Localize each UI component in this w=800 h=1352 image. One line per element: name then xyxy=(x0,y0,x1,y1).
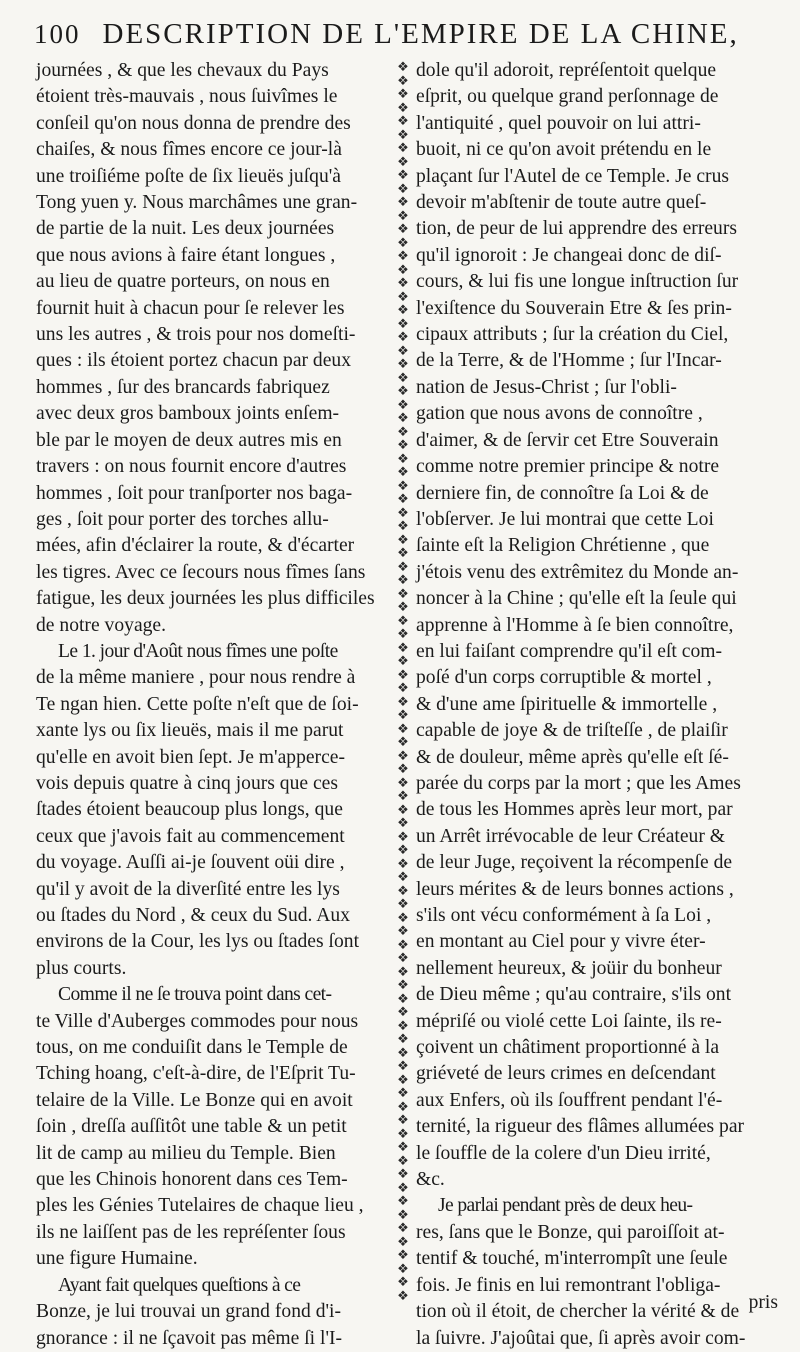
divider-ornament: ❖ xyxy=(397,774,409,790)
text-line: de notre voyage. xyxy=(36,614,167,636)
text-line: tous, on me conduiſit dans le Temple de xyxy=(36,1037,348,1059)
text-line: les tigres. Avec ce ſecours nous fîmes ſans xyxy=(36,561,366,583)
divider-ornament: ❖ xyxy=(397,234,409,250)
divider-ornament: ❖ xyxy=(397,99,409,115)
divider-ornament: ❖ xyxy=(397,1247,409,1262)
divider-ornament: ❖ xyxy=(397,1139,409,1154)
divider-ornament: ❖ xyxy=(397,882,409,898)
text-line: de tous les Hommes après leur mort, par xyxy=(416,799,733,821)
text-line: griéveté de leurs crimes en deſcendant xyxy=(416,1063,716,1085)
divider-ornament: ❖ xyxy=(397,72,409,88)
divider-ornament: ❖ xyxy=(397,1152,409,1168)
text-line: avec deux gros bamboux joints enſem- xyxy=(36,403,340,425)
text-line: Le 1. jour d'Août nous fîmes une poſte xyxy=(58,640,338,662)
text-line: çoivent un châtiment proportionné à la xyxy=(416,1037,720,1059)
divider-ornament: ❖ xyxy=(397,356,409,371)
text-line: hommes , ſur des brancards fabriquez xyxy=(36,376,330,398)
text-line: hommes , ſoit pour tranſporter nos baga- xyxy=(36,482,353,504)
divider-ornament: ❖ xyxy=(397,167,409,182)
divider-ornament: ❖ xyxy=(397,707,409,722)
divider-ornament: ❖ xyxy=(397,464,409,479)
ornamental-column-divider xyxy=(394,60,412,1300)
divider-ornament: ❖ xyxy=(397,977,409,992)
text-line: de la même maniere , pour nous rendre à xyxy=(36,667,356,689)
text-line: & d'une ame ſpirituelle & immortelle , xyxy=(416,693,718,715)
divider-ornament: ❖ xyxy=(397,153,409,169)
divider-ornament: ❖ xyxy=(397,1233,409,1249)
divider-ornament: ❖ xyxy=(397,207,409,223)
text-line: Je parlai pendant près de deux heu- xyxy=(438,1195,693,1217)
text-line: tentif & touché, m'interrompît une ſeule xyxy=(416,1248,728,1270)
divider-ornament: ❖ xyxy=(397,936,409,952)
text-line: journées , & que les chevaux du Pays xyxy=(36,60,329,81)
text-line: telaire de la Ville. Le Bonze qui en avoit xyxy=(36,1089,353,1111)
text-line: qu'il ignoroit : Je changeai donc de diſ- xyxy=(416,244,722,266)
divider-ornament: ❖ xyxy=(397,1179,409,1195)
left-column xyxy=(36,58,389,1352)
divider-ornament: ❖ xyxy=(397,869,409,884)
text-line: aux Enfers, où ils ſouffrent pendant l'é- xyxy=(416,1089,723,1111)
divider-ornament: ❖ xyxy=(397,437,409,452)
text-line: ceux que j'avois fait au commencement xyxy=(36,825,345,847)
divider-ornament: ❖ xyxy=(397,504,409,520)
divider-ornament: ❖ xyxy=(397,1274,409,1289)
text-line: l'obſerver. Je lui montrai que cette Loi xyxy=(416,508,714,530)
text-line: leurs mérites & de leurs bonnes actions , xyxy=(416,878,734,900)
text-line: travers : on nous fournit encore d'autres xyxy=(36,456,347,478)
running-title: DESCRIPTION DE L'EMPIRE DE LA CHINE, xyxy=(102,18,739,50)
divider-ornament: ❖ xyxy=(397,896,409,911)
divider-ornament: ❖ xyxy=(397,1071,409,1087)
divider-ornament: ❖ xyxy=(397,720,409,736)
text-line: vois depuis quatre à cinq jours que ces xyxy=(36,772,338,794)
text-line: le ſouffle de la colere d'un Dieu irrité, xyxy=(416,1142,711,1164)
divider-ornament: ❖ xyxy=(397,828,409,844)
divider-ornament: ❖ xyxy=(397,815,409,830)
text-line: fatigue, les deux journées les plus difficiles xyxy=(36,588,375,610)
text-line: en montant au Ciel pour y vivre éter- xyxy=(416,931,706,953)
text-line: fournit huit à chacun pour ſe relever les xyxy=(36,297,345,319)
text-line: xante lys ou ſix lieuës, mais il me parut xyxy=(36,720,344,742)
text-line: de partie de la nuit. Les deux journées xyxy=(36,218,335,240)
text-line: Comme il ne ſe trouva point dans cet- xyxy=(58,984,332,1006)
divider-ornament: ❖ xyxy=(397,1044,409,1060)
divider-ornament: ❖ xyxy=(397,180,409,196)
divider-ornament: ❖ xyxy=(397,60,409,74)
text-line: ou ſtades du Nord , & ceux du Sud. Aux xyxy=(36,905,351,926)
text-line: apprenne à l'Homme à ſe bien connoître, xyxy=(416,614,734,636)
text-line: gation que nous avons de connoître , xyxy=(416,403,703,425)
text-line: qu'elle en avoit bien ſept. Je m'apperce- xyxy=(36,746,346,768)
text-line: te Ville d'Auberges commodes pour nous xyxy=(36,1010,359,1032)
divider-ornament: ❖ xyxy=(397,1112,409,1127)
divider-ornament: ❖ xyxy=(397,221,409,236)
text-line: ſoin , dreſſa auſſitôt une table & un petit xyxy=(36,1116,347,1138)
divider-ornament: ❖ xyxy=(397,369,409,385)
text-line: gnorance : il ne ſçavoit pas même ſi l'I- xyxy=(36,1327,343,1349)
text-line: au lieu de quatre porteurs, on nous en xyxy=(36,271,330,293)
text-line: mées, afin d'éclairer la route, & d'écarter xyxy=(36,535,355,557)
divider-ornament: ❖ xyxy=(397,1260,409,1276)
text-line: étoient très-mauvais , nous ſuivîmes le xyxy=(36,86,338,108)
text-line: d'aimer, & de ſervir cet Etre Souverain xyxy=(416,429,719,451)
divider-ornament: ❖ xyxy=(397,1125,409,1141)
divider-ornament: ❖ xyxy=(397,140,409,155)
divider-ornament: ❖ xyxy=(397,410,409,425)
text-line: plus courts. xyxy=(36,957,127,979)
text-line: une figure Humaine. xyxy=(36,1248,198,1270)
divider-ornament: ❖ xyxy=(397,788,409,803)
divider-ornament: ❖ xyxy=(397,842,409,857)
text-line: Tching hoang, c'eſt-à-dire, de l'Eſprit Tu- xyxy=(36,1063,356,1085)
divider-ornament: ❖ xyxy=(397,1220,409,1235)
text-line: chaiſes, & nous fîmes encore ce jour-là xyxy=(36,139,342,161)
divider-ornament: ❖ xyxy=(397,1206,409,1222)
text-line: ternité, la rigueur des flâmes allumées par xyxy=(416,1116,745,1138)
text-line: mépriſé ou violé cette Loi ſainte, ils re- xyxy=(416,1010,722,1032)
right-column xyxy=(416,58,768,1352)
divider-ornament: ❖ xyxy=(397,558,409,574)
divider-ornament: ❖ xyxy=(397,990,409,1006)
divider-ornament: ❖ xyxy=(397,693,409,709)
text-line: s'ils ont vécu conformément à ſa Loi , xyxy=(416,905,712,926)
divider-ornament: ❖ xyxy=(397,113,409,128)
text-line: la ſuivre. J'ajoûtai que, ſi après avoir com- xyxy=(416,1327,746,1349)
text-line: en lui faiſant comprendre qu'il eſt com- xyxy=(416,640,723,662)
text-line: eſprit, ou quelque grand perſonnage de xyxy=(416,86,719,108)
divider-ornament: ❖ xyxy=(397,261,409,277)
text-line: nellement heureux, & joüir du bonheur xyxy=(416,957,722,979)
divider-ornament: ❖ xyxy=(397,302,409,317)
text-line: Tong yuen y. Nous marchâmes une gran- xyxy=(36,192,358,214)
divider-ornament: ❖ xyxy=(397,923,409,938)
text-line: une troiſiéme poſte de ſix lieuës juſqu'à xyxy=(36,165,341,187)
text-line: tion, de peur de lui apprendre des erreurs xyxy=(416,218,737,240)
text-line: Te ngan hien. Cette poſte n'eſt que de ſoi- xyxy=(36,693,359,715)
divider-ornament: ❖ xyxy=(397,194,409,209)
divider-ornament: ❖ xyxy=(397,275,409,290)
text-line: ſainte eſt la Religion Chrétienne , que xyxy=(416,535,710,557)
text-line: Bonze, je lui trouvai un grand fond d'i- xyxy=(36,1301,341,1323)
divider-ornament: ❖ xyxy=(397,761,409,776)
divider-ornament: ❖ xyxy=(397,477,409,493)
text-line: environs de la Cour, les lys ou ſtades ſont xyxy=(36,931,360,953)
divider-ornament: ❖ xyxy=(397,1004,409,1019)
text-line: dole qu'il adoroit, repréſentoit quelque xyxy=(416,60,717,81)
text-line: l'antiquité , quel pouvoir on lui attri- xyxy=(416,112,701,134)
text-line: ble par le moyen de deux autres mis en xyxy=(36,429,342,451)
text-line: plaçant ſur l'Autel de ce Temple. Je crus xyxy=(416,165,730,187)
text-line: derniere fin, de connoître ſa Loi & de xyxy=(416,482,709,504)
text-line: conſeil qu'on nous donna de prendre des xyxy=(36,112,351,134)
divider-ornament: ❖ xyxy=(397,734,409,749)
divider-ornament: ❖ xyxy=(397,612,409,628)
text-line: devoir m'abſtenir de toute autre queſ- xyxy=(416,192,707,214)
text-line: fois. Je finis en lui remontrant l'obliga- xyxy=(416,1274,721,1296)
text-line: un Arrêt irrévocable de leur Créateur & xyxy=(416,825,726,847)
divider-ornament: ❖ xyxy=(397,950,409,965)
divider-ornament: ❖ xyxy=(397,680,409,695)
divider-ornament: ❖ xyxy=(397,383,409,398)
divider-ornament: ❖ xyxy=(397,329,409,344)
divider-ornament: ❖ xyxy=(397,1166,409,1181)
divider-ornament: ❖ xyxy=(397,1098,409,1114)
text-line: que nous avions à faire étant longues , xyxy=(36,244,336,266)
divider-ornament: ❖ xyxy=(397,653,409,668)
text-line: Ayant fait quelques queſtions à ce xyxy=(58,1274,301,1296)
divider-ornament: ❖ xyxy=(397,1193,409,1208)
divider-ornament: ❖ xyxy=(397,288,409,304)
divider-ornament: ❖ xyxy=(397,423,409,439)
divider-ornament: ❖ xyxy=(397,585,409,601)
divider-ornament: ❖ xyxy=(397,626,409,641)
text-line: ils ne laiſſent pas de les repréſenter ſous xyxy=(36,1221,346,1243)
text-line: qu'il y avoit de la diverſité entre les lys xyxy=(36,878,340,900)
divider-ornament: ❖ xyxy=(397,801,409,817)
text-line: j'étois venu des extrêmitez du Monde an- xyxy=(416,561,739,583)
text-line: uns les autres , & trois pour nos domeſti- xyxy=(36,324,356,346)
divider-ornament: ❖ xyxy=(397,666,409,682)
text-line: de Dieu même ; qu'au contraire, s'ils ont xyxy=(416,984,732,1006)
text-line: du voyage. Auſſi ai-je ſouvent oüi dire , xyxy=(36,852,345,874)
text-line: ples les Génies Tutelaires de chaque lieu , xyxy=(36,1195,364,1217)
divider-ornament: ❖ xyxy=(397,909,409,925)
text-line: buoit, ni ce qu'on avoit prétendu en le xyxy=(416,139,712,161)
divider-ornament: ❖ xyxy=(397,855,409,871)
divider-ornament: ❖ xyxy=(397,1058,409,1073)
text-line: parée du corps par la mort ; que les Ames xyxy=(416,772,741,794)
divider-ornament: ❖ xyxy=(397,450,409,466)
divider-ornament: ❖ xyxy=(397,342,409,358)
text-line: & de douleur, même après qu'elle eſt ſé- xyxy=(416,746,729,768)
divider-ornament: ❖ xyxy=(397,639,409,655)
divider-ornament: ❖ xyxy=(397,545,409,560)
divider-ornament: ❖ xyxy=(397,531,409,547)
text-line: tion où il étoit, de chercher la vérité & de xyxy=(416,1301,740,1323)
text-line: capable de joye & de triſteſſe , de plaiſir xyxy=(416,720,728,742)
text-line: lit de camp au milieu du Temple. Bien xyxy=(36,1142,336,1164)
text-line: comme notre premier principe & notre xyxy=(416,456,720,478)
divider-ornament: ❖ xyxy=(397,1017,409,1033)
divider-ornament: ❖ xyxy=(397,963,409,979)
divider-ornament: ❖ xyxy=(397,518,409,533)
divider-ornament: ❖ xyxy=(397,1085,409,1100)
divider-ornament: ❖ xyxy=(397,86,409,101)
text-line: l'exiſtence du Souverain Etre & ſes prin- xyxy=(416,297,732,319)
text-line: de leur Juge, reçoivent la récompenſe de xyxy=(416,852,733,874)
text-line: ſtades étoient beaucoup plus longs, que xyxy=(36,799,343,821)
divider-ornament: ❖ xyxy=(397,747,409,763)
text-line: ges , ſoit pour porter des torches allu- xyxy=(36,508,329,530)
catchword: pris xyxy=(748,1292,778,1313)
text-line: poſé d'un corps corruptible & mortel , xyxy=(416,667,712,689)
text-line: de la Terre, & de l'Homme ; ſur l'Incar- xyxy=(416,350,722,372)
text-line: ques : ils étoient portez chacun par deux xyxy=(36,350,352,372)
text-line: res, ſans que le Bonze, qui paroiſſoit at- xyxy=(416,1221,725,1243)
text-line: cours, & lui fis une longue inſtruction ſur xyxy=(416,271,739,293)
text-line: que les Chinois honorent dans ces Tem- xyxy=(36,1169,348,1191)
divider-ornament: ❖ xyxy=(397,491,409,506)
divider-ornament: ❖ xyxy=(397,1031,409,1046)
divider-ornament: ❖ xyxy=(397,572,409,587)
divider-ornament: ❖ xyxy=(397,126,409,142)
divider-ornament: ❖ xyxy=(397,396,409,412)
divider-ornament: ❖ xyxy=(397,1287,409,1300)
divider-ornament: ❖ xyxy=(397,315,409,331)
text-line: noncer à la Chine ; qu'elle eſt la ſeule qui xyxy=(416,588,737,610)
page-number: 100 xyxy=(34,19,81,49)
running-header xyxy=(34,14,790,54)
text-line: &c. xyxy=(416,1169,445,1191)
divider-ornament: ❖ xyxy=(397,599,409,614)
text-line: cipaux attributs ; ſur la création du Ciel, xyxy=(416,324,729,346)
divider-ornament: ❖ xyxy=(397,248,409,263)
text-line: nation de Jesus-Christ ; ſur l'obli- xyxy=(416,376,677,398)
